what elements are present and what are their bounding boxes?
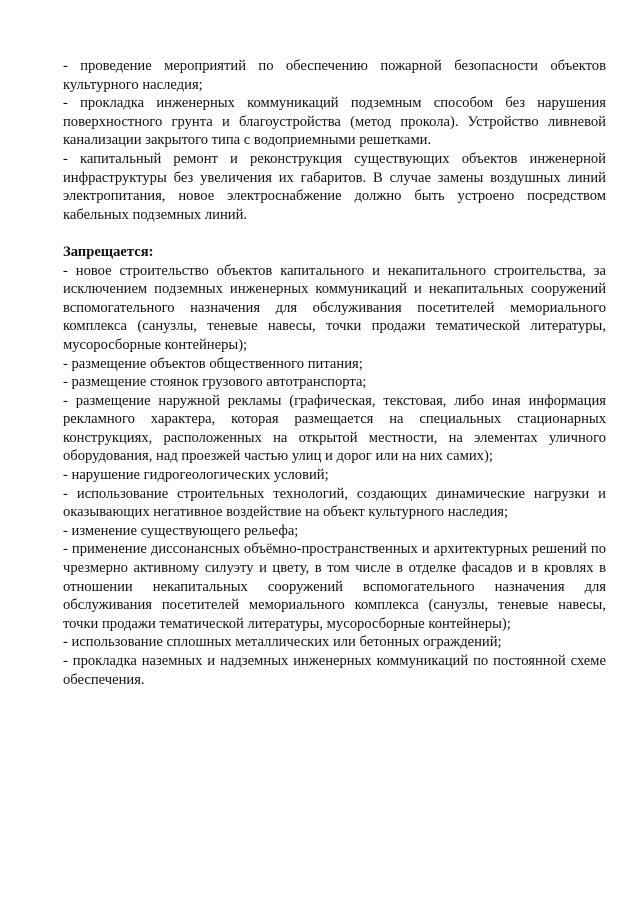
- prohibited-item-dynamic-loads: - использование строительных технологий, создающих динамические нагрузки и оказывающих негативное воздействие на объект культурного наследия;: [63, 485, 606, 521]
- prohibited-item-catering: - размещение объектов общественного питания;: [63, 355, 363, 372]
- prohibited-item-solid-fences: - использование сплошных металлических или бетонных ограждений;: [63, 634, 502, 651]
- prohibited-item-relief-change: - изменение существующего рельефа;: [63, 522, 299, 539]
- prohibited-heading: Запрещается:: [63, 243, 154, 260]
- permitted-item-infrastructure-repair: - капитальный ремонт и реконструкция существующих объектов инженерной инфраструктуры без увеличения их габаритов. В случае замены воздушных линий электропитания, новое электроснабжение должно быть устроено посредством кабельных подземных линий.: [63, 150, 606, 223]
- prohibited-item-hydrogeology: - нарушение гидрогеологических условий;: [63, 467, 329, 484]
- permitted-item-fire-safety: - проведение мероприятий по обеспечению пожарной безопасности объектов культурного наследия;: [63, 58, 606, 93]
- prohibited-item-dissonant-design: - применение диссонансных объёмно-пространственных и архитектурных решений по чрезмерно активному силуэту и цвету, в том числе в отделке фасадов и в кровлях в отношении некапитальных сооружений вспомогательного назначения для обслуживания посетителей мемориального комплекса (санузлы, теневые навесы, точки продажи тематической литературы, мусоросборные контейнеры);: [63, 541, 606, 632]
- prohibited-item-overground-utilities: - прокладка наземных и надземных инженерных коммуникаций по постоянной схеме обеспечения.: [63, 653, 606, 688]
- prohibited-item-truck-parking: - размещение стоянок грузового автотранспорта;: [63, 374, 367, 391]
- section-spacer: [63, 224, 606, 243]
- prohibited-item-outdoor-advertising: - размещение наружной рекламы (графическая, текстовая, либо иная информация рекламного характера, которая размещается на специальных стационарных конструкциях, расположенных на открытой местности, на элементах уличного оборудования, над проезжей частью улиц и дорог или на них самих);: [63, 392, 606, 465]
- document-body: [63, 57, 606, 689]
- permitted-item-underground-utilities: - прокладка инженерных коммуникаций подземным способом без нарушения поверхностного грунта и благоустройства (метод прокола). Устройство ливневой канализации закрытого типа с водоприемными решетками.: [63, 95, 606, 149]
- prohibited-item-new-construction: - новое строительство объектов капитального и некапитального строительства, за исключением подземных инженерных коммуникаций и некапитальных сооружений вспомогательного назначения для обслуживания посетителей мемориального комплекса (санузлы, теневые навесы, точки продажи тематической литературы, мусоросборные контейнеры);: [63, 262, 606, 353]
